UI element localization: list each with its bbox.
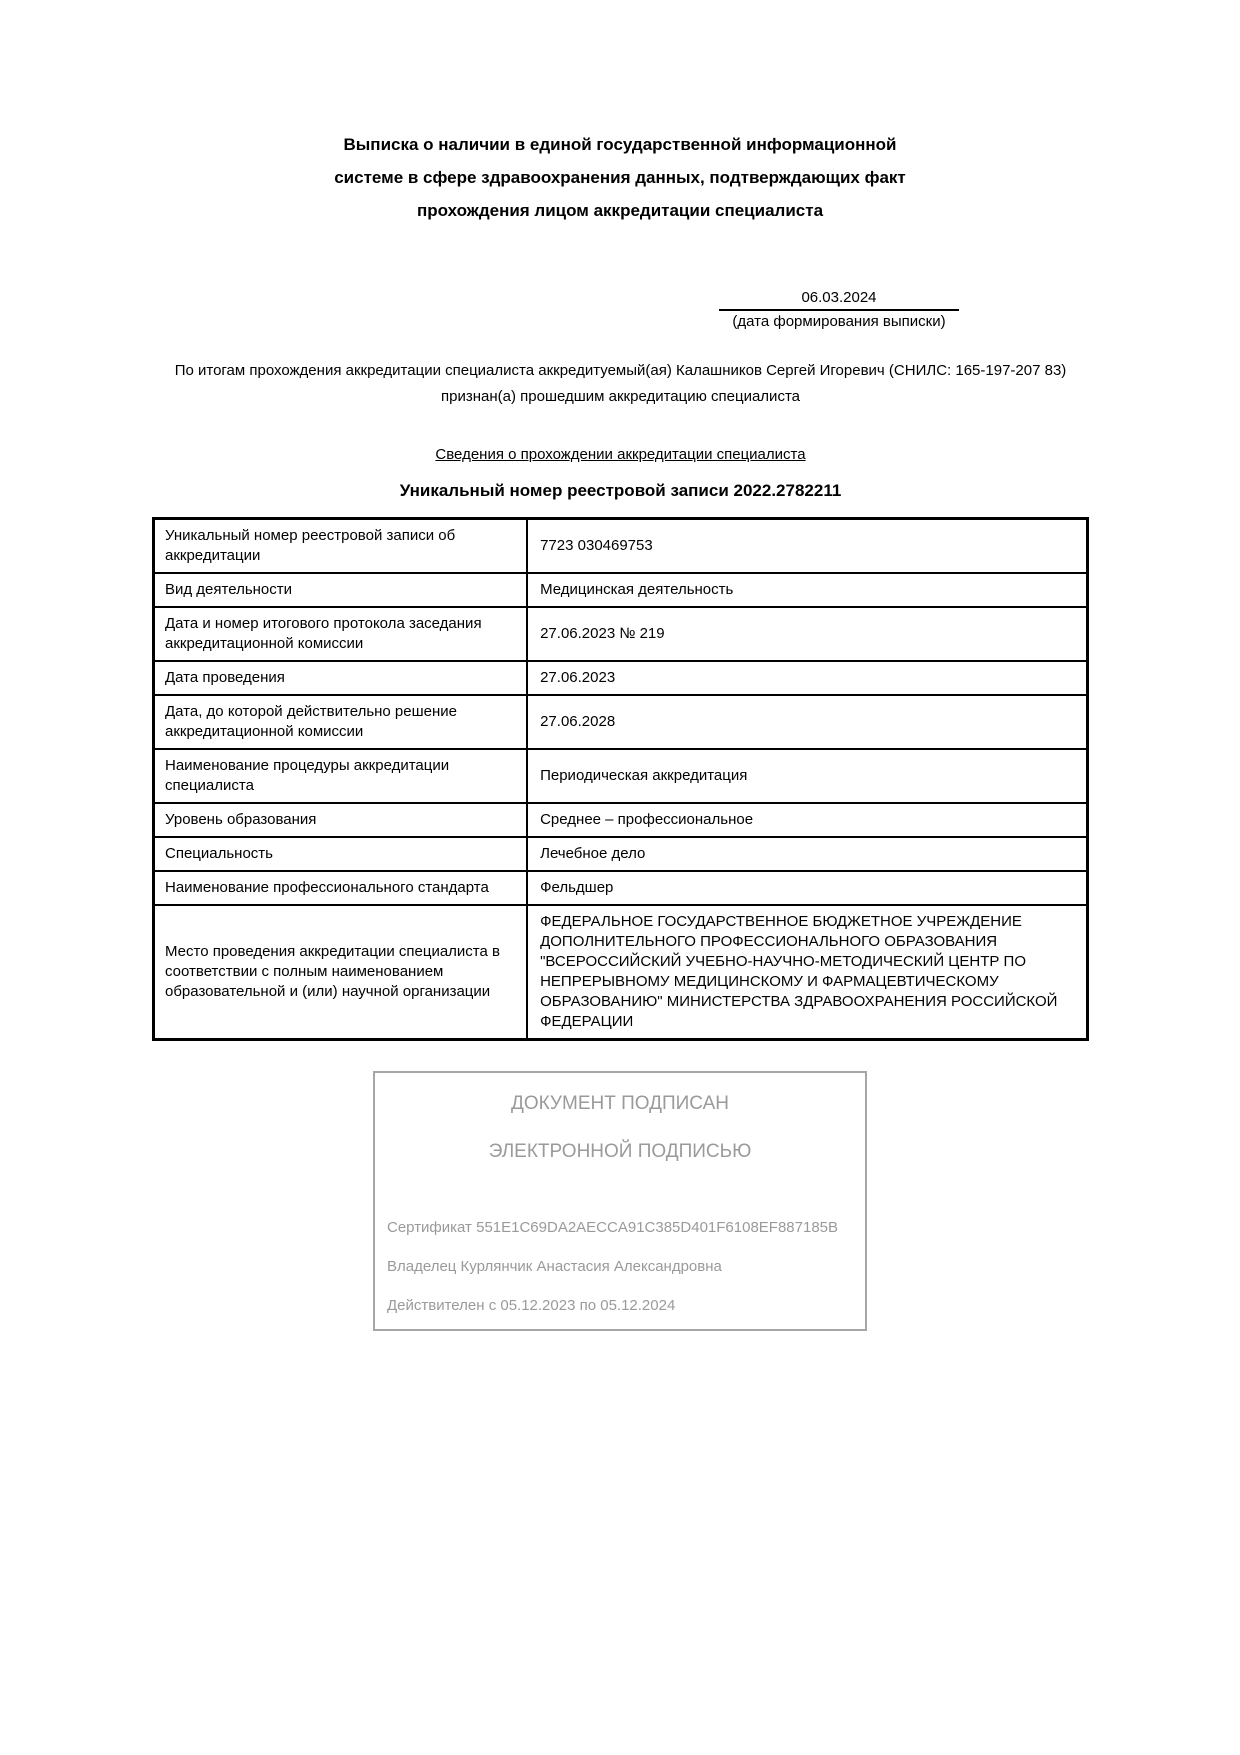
table-row bbox=[154, 661, 1088, 695]
row-label: Дата, до которой действительно решение аккредитационной комиссии bbox=[154, 695, 528, 749]
table-row bbox=[154, 871, 1088, 905]
electronic-signature-stamp bbox=[373, 1071, 867, 1331]
row-value: Среднее – профессиональное bbox=[527, 803, 1087, 837]
document-title-line-3: прохождения лицом аккредитации специалиста bbox=[416, 201, 824, 220]
document-title-line-1: Выписка о наличии в единой государственной информационной bbox=[343, 135, 897, 154]
section-heading: Сведения о прохождении аккредитации специалиста bbox=[435, 446, 806, 463]
signature-validity: Действителен с 05.12.2023 по 05.12.2024 bbox=[387, 1297, 676, 1314]
signature-certificate: Сертификат 551E1C69DA2AECCA91C385D401F6108EF887185B bbox=[387, 1219, 839, 1236]
table-row bbox=[154, 695, 1088, 749]
row-value: 27.06.2023 № 219 bbox=[527, 607, 1087, 661]
row-label: Уровень образования bbox=[154, 803, 528, 837]
row-value: 7723 030469753 bbox=[527, 519, 1087, 574]
document-title-line-2: системе в сфере здравоохранения данных, подтверждающих факт bbox=[334, 168, 906, 187]
extract-date-block bbox=[713, 289, 965, 330]
row-label: Дата и номер итогового протокола заседания аккредитационной комиссии bbox=[154, 607, 528, 661]
row-label: Специальность bbox=[154, 837, 528, 871]
row-value: 27.06.2028 bbox=[527, 695, 1087, 749]
row-label: Дата проведения bbox=[154, 661, 528, 695]
row-label: Наименование профессионального стандарта bbox=[154, 871, 528, 905]
row-value: Периодическая аккредитация bbox=[527, 749, 1087, 803]
table-row bbox=[154, 607, 1088, 661]
signature-head-line-2: ЭЛЕКТРОННОЙ ПОДПИСЬЮ bbox=[488, 1141, 752, 1162]
row-label: Уникальный номер реестровой записи об аккредитации bbox=[154, 519, 528, 574]
signature-owner: Владелец Курлянчик Анастасия Александровна bbox=[387, 1258, 722, 1275]
row-label: Место проведения аккредитации специалиста в соответствии с полным наименованием образовательной и (или) научной организации bbox=[154, 905, 528, 1040]
row-value: Лечебное дело bbox=[527, 837, 1087, 871]
row-value: Медицинская деятельность bbox=[527, 573, 1087, 607]
accreditation-table-body bbox=[154, 519, 1088, 1040]
table-row bbox=[154, 519, 1088, 574]
row-value: 27.06.2023 bbox=[527, 661, 1087, 695]
intro-line-2: признан(а) прошедшим аккредитацию специалиста bbox=[441, 388, 800, 405]
row-value: ФЕДЕРАЛЬНОЕ ГОСУДАРСТВЕННОЕ БЮДЖЕТНОЕ УЧРЕЖДЕНИЕ ДОПОЛНИТЕЛЬНОГО ПРОФЕССИОНАЛЬНОГО ОБРАЗОВАНИЯ "ВСЕРОССИЙСКИЙ УЧЕБНО-НАУЧНО-МЕТОДИЧЕСКИЙ ЦЕНТР ПО НЕПРЕРЫВНОМУ МЕДИЦИНСКОМУ И ФАРМАЦЕВТИЧЕСКОМУ ОБРАЗОВАНИЮ" МИНИСТЕРСТВА ЗДРАВООХРАНЕНИЯ РОССИЙСКОЙ ФЕДЕРАЦИИ bbox=[527, 905, 1087, 1040]
table-row bbox=[154, 573, 1088, 607]
document-title bbox=[0, 0, 1240, 227]
table-row bbox=[154, 837, 1088, 871]
registry-record-number-heading: Уникальный номер реестровой записи 2022.2782211 bbox=[399, 481, 842, 500]
extract-date-caption: (дата формирования выписки) bbox=[732, 313, 946, 330]
row-label: Вид деятельности bbox=[154, 573, 528, 607]
accreditation-table bbox=[152, 517, 1089, 1041]
extract-date: 06.03.2024 bbox=[719, 289, 959, 311]
intro-paragraph bbox=[152, 358, 1089, 410]
intro-line-1: По итогам прохождения аккредитации специалиста аккредитуемый(ая) Калашников Сергей Игоревич (СНИЛС: 165-197-207 83) bbox=[174, 362, 1067, 379]
table-row bbox=[154, 749, 1088, 803]
signature-head-line-1: ДОКУМЕНТ ПОДПИСАН bbox=[511, 1093, 729, 1114]
signature-details bbox=[387, 1219, 853, 1315]
row-value: Фельдшер bbox=[527, 871, 1087, 905]
row-label: Наименование процедуры аккредитации специалиста bbox=[154, 749, 528, 803]
table-row bbox=[154, 905, 1088, 1040]
table-row bbox=[154, 803, 1088, 837]
